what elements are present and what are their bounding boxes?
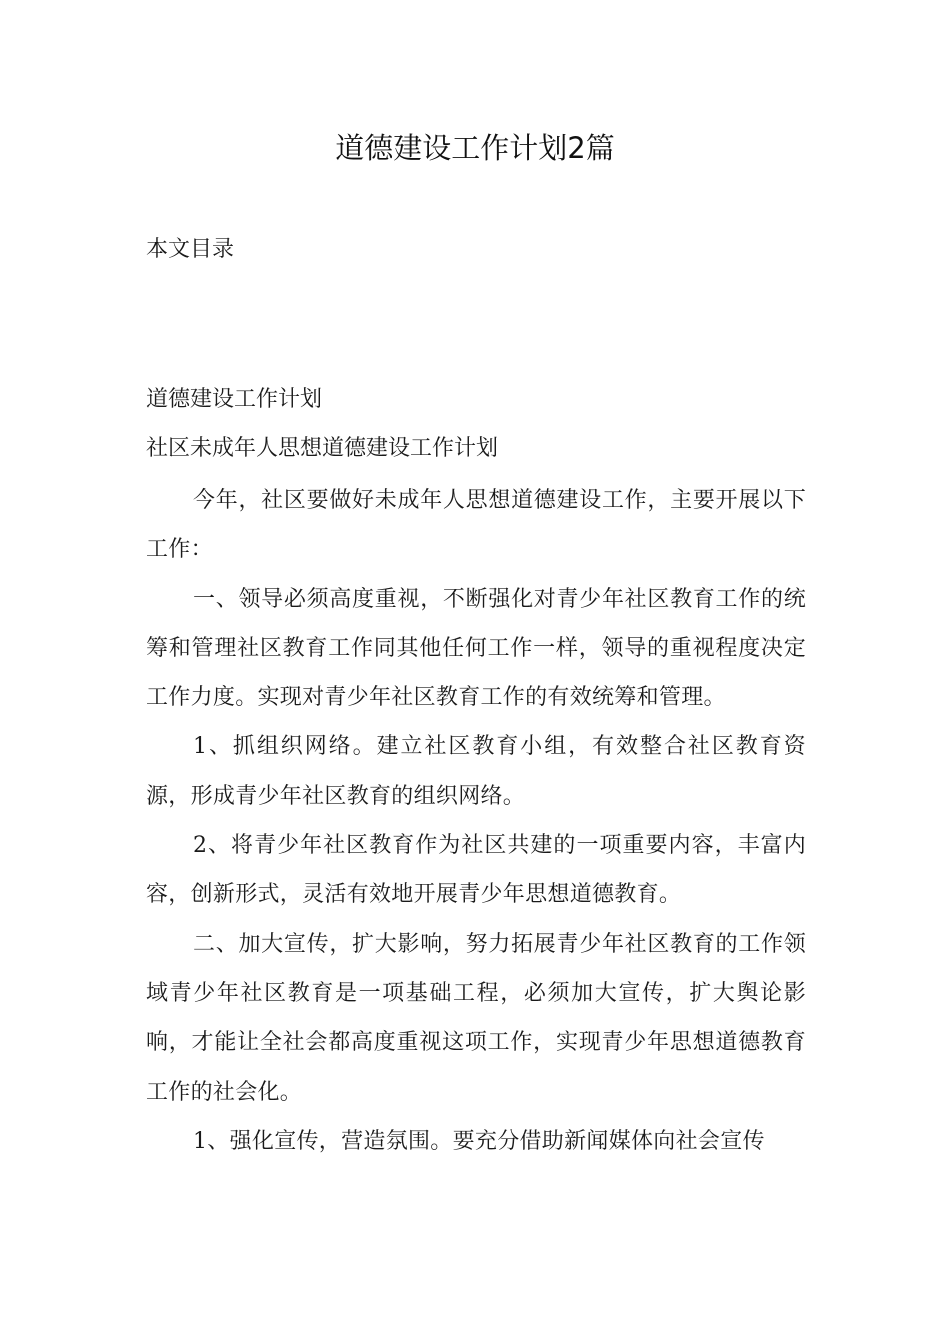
paragraph: 2、将青少年社区教育作为社区共建的一项重要内容，丰富内容，创新形式，灵活有效地开展青少年思想道德教育。 xyxy=(146,833,806,908)
toc-list xyxy=(146,382,498,480)
toc-item[interactable]: 社区未成年人思想道德建设工作计划 xyxy=(146,436,499,461)
document-title: 道德建设工作计划2篇 xyxy=(335,131,615,165)
paragraph: 1、抓组织网络。建立社区教育小组，有效整合社区教育资源，形成青少年社区教育的组织网络。 xyxy=(146,734,806,809)
toc-heading: 本文目录 xyxy=(146,237,235,262)
toc-item[interactable]: 道德建设工作计划 xyxy=(146,387,323,412)
paragraph: 一、领导必须高度重视，不断强化对青少年社区教育工作的统筹和管理社区教育工作同其他任何工作一样，领导的重视程度决定工作力度。实现对青少年社区教育工作的有效统筹和管理。 xyxy=(146,586,806,711)
paragraph: 二、加大宣传，扩大影响，努力拓展青少年社区教育的工作领域青少年社区教育是一项基础工程，必须加大宣传，扩大舆论影响，才能让全社会都高度重视这项工作，实现青少年思想道德教育工作的社会化。 xyxy=(146,931,806,1105)
body-text xyxy=(146,476,806,1166)
paragraph: 1、强化宣传，营造氛围。要充分借助新闻媒体向社会宣传 xyxy=(193,1128,765,1154)
paragraph: 今年，社区要做好未成年人思想道德建设工作，主要开展以下工作： xyxy=(146,488,806,563)
